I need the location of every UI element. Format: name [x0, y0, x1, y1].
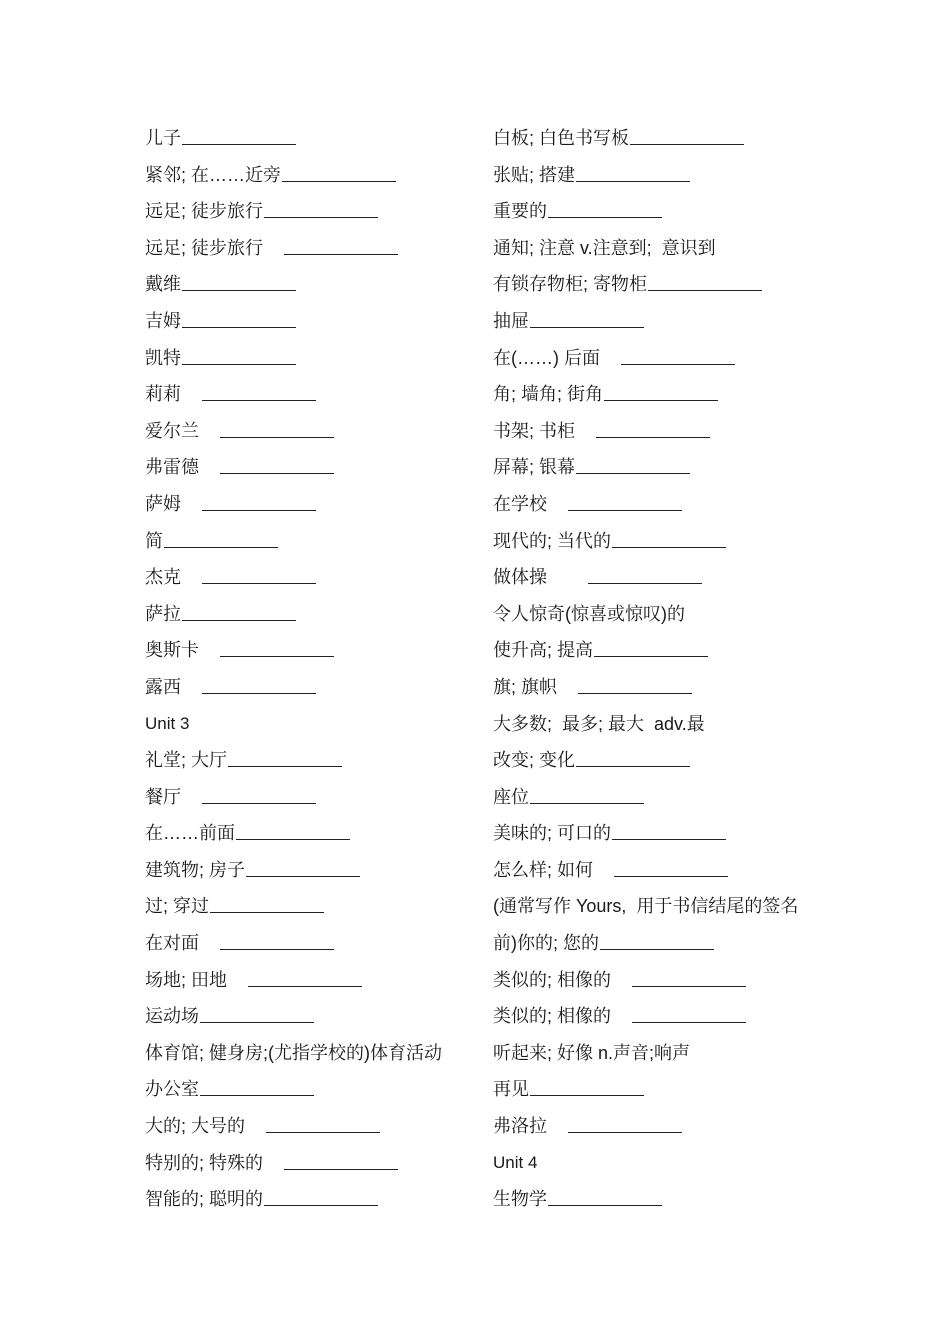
- vocab-row: [493, 234, 823, 271]
- vocab-row: [493, 856, 823, 893]
- vocab-row: [493, 344, 823, 381]
- answer-blank[interactable]: [568, 490, 682, 511]
- vocab-prompt: 儿子: [145, 128, 181, 148]
- vocab-row: [493, 124, 823, 161]
- vocab-prompt: 爱尔兰: [145, 420, 199, 441]
- vocab-prompt: 远足; 徒步旅行: [145, 201, 264, 222]
- vocab-prompt: 过; 穿过: [145, 896, 210, 917]
- vocab-row: [493, 307, 823, 344]
- vocab-row: [145, 563, 475, 600]
- vocab-prompt: 有锁存物柜; 寄物柜: [493, 274, 648, 295]
- answer-blank[interactable]: [614, 856, 728, 877]
- vocab-prompt: 特别的; 特殊的: [145, 1152, 264, 1173]
- vocab-prompt: 书架; 书柜: [493, 420, 576, 441]
- vocab-prompt: 莉莉: [145, 384, 181, 405]
- vocab-prompt: 类似的; 相像的: [493, 1006, 612, 1027]
- vocab-prompt: 萨姆: [145, 493, 181, 514]
- answer-blank[interactable]: [266, 1112, 380, 1133]
- vocab-row: [145, 490, 475, 527]
- left-column: [145, 124, 475, 1222]
- answer-blank[interactable]: [200, 1075, 314, 1096]
- vocab-row: [145, 197, 475, 234]
- vocab-row: [145, 1112, 475, 1149]
- vocab-prompt: (通常写作 Yours, 用于书信结尾的签名: [493, 896, 799, 917]
- unit-heading: [493, 1149, 823, 1186]
- vocab-row: [145, 673, 475, 710]
- answer-blank[interactable]: [264, 197, 378, 218]
- vocab-row: [493, 1075, 823, 1112]
- vocab-row: [493, 197, 823, 234]
- vocab-row: [145, 783, 475, 820]
- vocab-prompt: 通知; 注意 v.注意到; 意识到: [493, 237, 716, 258]
- vocab-row: [145, 1075, 475, 1112]
- vocab-row: [145, 819, 475, 856]
- answer-blank[interactable]: [612, 819, 726, 840]
- vocab-prompt: 杰克: [145, 567, 181, 588]
- answer-blank[interactable]: [648, 270, 762, 291]
- vocab-prompt: 餐厅: [145, 786, 181, 807]
- answer-blank[interactable]: [202, 673, 316, 694]
- vocab-prompt: 戴维: [145, 274, 181, 295]
- answer-blank[interactable]: [630, 124, 744, 145]
- vocab-prompt: 场地; 田地: [145, 969, 228, 990]
- vocab-prompt: 大的; 大号的: [145, 1116, 246, 1137]
- answer-blank[interactable]: [200, 1002, 314, 1023]
- vocab-prompt: 座位: [493, 786, 529, 807]
- vocab-row: [493, 819, 823, 856]
- vocab-prompt: 奥斯卡: [145, 640, 199, 661]
- vocab-row: [145, 527, 475, 564]
- answer-blank[interactable]: [248, 966, 362, 987]
- vocab-prompt: 礼堂; 大厅: [145, 750, 228, 771]
- vocab-prompt: 改变; 变化: [493, 750, 576, 771]
- answer-blank[interactable]: [220, 929, 334, 950]
- vocab-row: [493, 966, 823, 1003]
- vocab-prompt: 弗雷德: [145, 457, 199, 478]
- vocab-prompt: 生物学: [493, 1189, 547, 1210]
- vocab-prompt: 在学校: [493, 493, 547, 514]
- answer-blank[interactable]: [530, 783, 644, 804]
- vocab-row: [493, 527, 823, 564]
- vocab-row: [493, 929, 823, 966]
- vocab-prompt: 角; 墙角; 街角: [493, 384, 604, 405]
- answer-blank[interactable]: [621, 344, 735, 365]
- vocab-row: [145, 929, 475, 966]
- answer-blank[interactable]: [284, 1149, 398, 1170]
- vocab-row: [145, 746, 475, 783]
- vocab-row: [145, 124, 475, 161]
- answer-blank[interactable]: [578, 673, 692, 694]
- vocab-row: [493, 453, 823, 490]
- vocab-prompt: 建筑物; 房子: [145, 859, 246, 880]
- vocab-prompt: 凯特: [145, 347, 181, 368]
- vocab-prompt: 重要的: [493, 201, 547, 222]
- vocab-row: [493, 673, 823, 710]
- vocab-row: [493, 1002, 823, 1039]
- answer-blank[interactable]: [530, 307, 644, 328]
- vocab-prompt: 简: [145, 530, 163, 551]
- answer-blank[interactable]: [236, 819, 350, 840]
- vocab-row: [493, 710, 823, 747]
- vocab-prompt: 弗洛拉: [493, 1116, 547, 1137]
- vocab-prompt: 大多数; 最多; 最大 adv.最: [493, 713, 705, 734]
- vocab-prompt: 前)你的; 您的: [493, 933, 599, 954]
- answer-blank[interactable]: [604, 380, 718, 401]
- answer-blank[interactable]: [596, 417, 710, 438]
- answer-blank[interactable]: [264, 1185, 378, 1206]
- vocab-prompt: 运动场: [145, 1006, 199, 1027]
- vocab-prompt: 怎么样; 如何: [493, 859, 594, 880]
- answer-blank[interactable]: [228, 746, 342, 767]
- vocab-row: [493, 380, 823, 417]
- vocab-row: [145, 380, 475, 417]
- answer-blank[interactable]: [246, 856, 360, 877]
- vocab-prompt: 露西: [145, 676, 181, 697]
- answer-blank[interactable]: [164, 527, 278, 548]
- vocab-prompt: 听起来; 好像 n.声音;响声: [493, 1042, 691, 1063]
- answer-blank[interactable]: [576, 453, 690, 474]
- vocab-row: [145, 966, 475, 1003]
- vocab-prompt: 美味的; 可口的: [493, 823, 612, 844]
- answer-blank[interactable]: [576, 161, 690, 182]
- answer-blank[interactable]: [612, 527, 726, 548]
- answer-blank[interactable]: [548, 1185, 662, 1206]
- answer-blank[interactable]: [182, 270, 296, 291]
- vocab-row: [145, 1039, 475, 1076]
- vocab-prompt: 远足; 徒步旅行: [145, 237, 264, 258]
- vocab-row: [145, 856, 475, 893]
- answer-blank[interactable]: [632, 1002, 746, 1023]
- answer-blank[interactable]: [182, 307, 296, 328]
- vocab-prompt: 令人惊奇(惊喜或惊叹)的: [493, 603, 685, 624]
- answer-blank[interactable]: [220, 453, 334, 474]
- vocab-row: [145, 1002, 475, 1039]
- answer-blank[interactable]: [548, 197, 662, 218]
- unit-heading-text: Unit 3: [145, 713, 190, 733]
- vocab-prompt: 智能的; 聪明的: [145, 1189, 264, 1210]
- vocab-row: [493, 746, 823, 783]
- vocab-row: [145, 892, 475, 929]
- vocab-row: [145, 600, 475, 637]
- vocab-row: [493, 783, 823, 820]
- answer-blank[interactable]: [202, 563, 316, 584]
- vocab-row: [493, 161, 823, 198]
- vocab-row: [493, 563, 823, 600]
- vocab-row: [145, 1185, 475, 1222]
- vocab-prompt: 再见: [493, 1079, 529, 1100]
- answer-blank[interactable]: [202, 490, 316, 511]
- vocab-row: [145, 161, 475, 198]
- vocab-row: [493, 417, 823, 454]
- vocab-prompt: 旗; 旗帜: [493, 676, 558, 697]
- answer-blank[interactable]: [568, 1112, 682, 1133]
- vocab-row: [493, 892, 823, 929]
- vocab-prompt: 屏幕; 银幕: [493, 457, 576, 478]
- answer-blank[interactable]: [210, 892, 324, 913]
- answer-blank[interactable]: [632, 966, 746, 987]
- vocab-prompt: 吉姆: [145, 310, 181, 331]
- answer-blank[interactable]: [576, 746, 690, 767]
- vocab-row: [493, 1185, 823, 1222]
- right-column: [493, 124, 823, 1222]
- vocab-prompt: 萨拉: [145, 603, 181, 624]
- answer-blank[interactable]: [282, 161, 396, 182]
- vocab-row: [493, 490, 823, 527]
- vocab-row: [145, 1149, 475, 1186]
- answer-blank[interactable]: [182, 344, 296, 365]
- answer-blank[interactable]: [588, 563, 702, 584]
- vocab-prompt: 办公室: [145, 1079, 199, 1100]
- answer-blank[interactable]: [220, 417, 334, 438]
- vocab-row: [493, 600, 823, 637]
- answer-blank[interactable]: [594, 636, 708, 657]
- vocab-row: [145, 344, 475, 381]
- answer-blank[interactable]: [202, 783, 316, 804]
- vocab-prompt: 在……前面: [145, 823, 235, 844]
- vocab-prompt: 张贴; 搭建: [493, 164, 576, 185]
- unit-heading-text: Unit 4: [493, 1152, 538, 1172]
- vocab-row: [493, 1039, 823, 1076]
- answer-blank[interactable]: [530, 1075, 644, 1096]
- vocab-row: [145, 270, 475, 307]
- vocab-prompt: 紧邻; 在……近旁: [145, 164, 282, 185]
- vocab-prompt: 现代的; 当代的: [493, 530, 612, 551]
- answer-blank[interactable]: [182, 124, 296, 145]
- vocab-prompt: 在对面: [145, 933, 199, 954]
- vocab-prompt: 体育馆; 健身房;(尤指学校的)体育活动: [145, 1042, 442, 1063]
- vocab-row: [145, 453, 475, 490]
- vocab-prompt: 使升高; 提高: [493, 640, 594, 661]
- vocab-row: [493, 270, 823, 307]
- vocab-prompt: 类似的; 相像的: [493, 969, 612, 990]
- vocab-prompt: 做体操: [493, 567, 547, 588]
- answer-blank[interactable]: [284, 234, 398, 255]
- answer-blank[interactable]: [182, 600, 296, 621]
- answer-blank[interactable]: [202, 380, 316, 401]
- vocab-row: [145, 417, 475, 454]
- vocab-row: [493, 636, 823, 673]
- answer-blank[interactable]: [600, 929, 714, 950]
- vocab-row: [145, 307, 475, 344]
- vocab-row: [493, 1112, 823, 1149]
- vocab-prompt: 白板; 白色书写板: [493, 128, 630, 148]
- vocab-row: [145, 636, 475, 673]
- unit-heading: [145, 710, 475, 747]
- vocab-prompt: 抽屉: [493, 310, 529, 331]
- vocab-row: [145, 234, 475, 271]
- vocab-prompt: 在(……) 后面: [493, 347, 600, 368]
- answer-blank[interactable]: [220, 636, 334, 657]
